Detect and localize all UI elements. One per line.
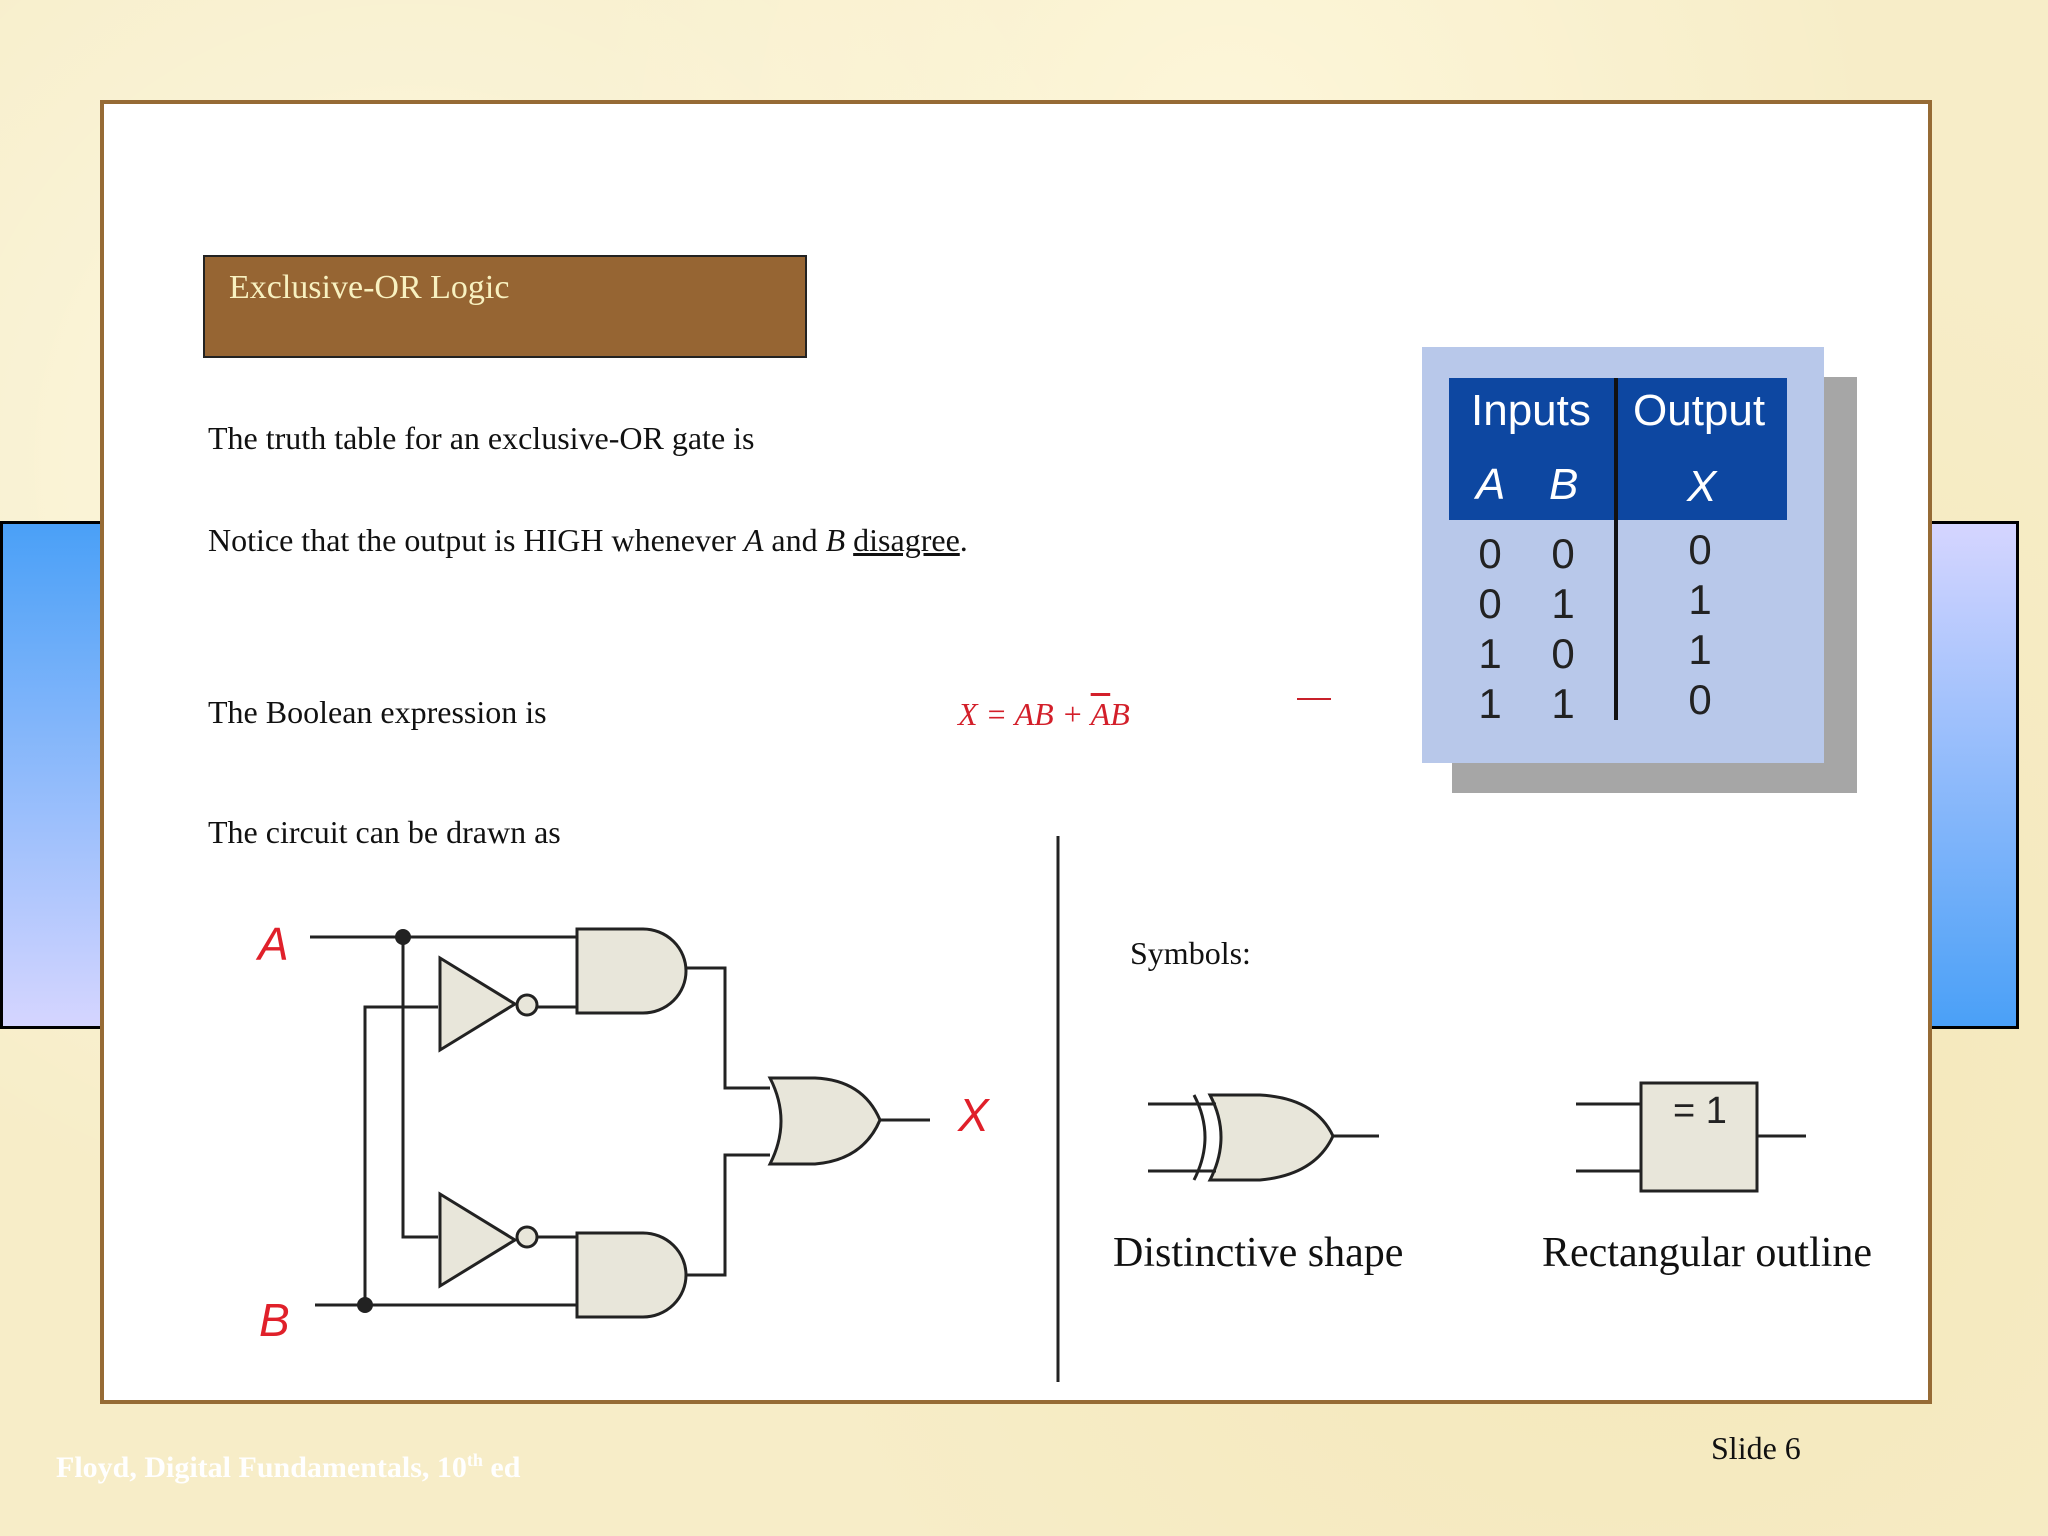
cell-a: 1 bbox=[1478, 630, 1502, 677]
xor-extra-curve bbox=[1194, 1095, 1205, 1180]
slide-title: Exclusive-OR Logic bbox=[229, 269, 510, 306]
header-col-b: B bbox=[1549, 460, 1579, 509]
cell-x: 1 bbox=[1688, 576, 1712, 623]
slide-number: Slide 6 bbox=[1711, 1430, 1801, 1466]
distinctive-shape-caption: Distinctive shape bbox=[1113, 1230, 1404, 1276]
input-a-label: A bbox=[258, 918, 289, 970]
footer-credit: Floyd, Digital Fundamentals, 10th ed bbox=[56, 1450, 521, 1484]
cell-a: 0 bbox=[1478, 580, 1502, 627]
cell-b: 1 bbox=[1551, 580, 1575, 627]
xor-gate-symbol bbox=[1210, 1095, 1333, 1180]
or-gate bbox=[770, 1078, 880, 1164]
boolean-intro: The Boolean expression is bbox=[208, 694, 547, 730]
cell-a: 1 bbox=[1478, 680, 1502, 727]
cell-x: 0 bbox=[1688, 676, 1712, 723]
header-col-x: X bbox=[1687, 462, 1717, 511]
upper-inverter-bubble bbox=[517, 995, 537, 1015]
wire-upper-and-out bbox=[685, 968, 770, 1088]
output-x-label: X bbox=[958, 1089, 989, 1141]
notice-sentence: Notice that the output is HIGH whenever A and B disagree. bbox=[208, 522, 968, 558]
cell-b: 1 bbox=[1551, 680, 1575, 727]
junction-dot-a bbox=[395, 929, 411, 945]
lower-inverter-bubble bbox=[517, 1227, 537, 1247]
rectangular-outline-caption: Rectangular outline bbox=[1542, 1230, 1873, 1276]
lower-inverter-gate bbox=[440, 1194, 515, 1286]
wire-a-to-lower-inverter bbox=[403, 937, 438, 1237]
input-b-label: B bbox=[259, 1294, 290, 1346]
a-complement: $\overline{A}$ bbox=[1090, 696, 1111, 732]
wire-lower-and-out bbox=[685, 1155, 770, 1275]
circuit-intro: The circuit can be drawn as bbox=[208, 814, 561, 850]
upper-and-gate bbox=[577, 929, 686, 1013]
junction-dot-b bbox=[357, 1297, 373, 1313]
cell-b: 0 bbox=[1551, 630, 1575, 677]
symbols-label: Symbols: bbox=[1130, 935, 1251, 971]
disagree-word: disagree bbox=[853, 522, 960, 558]
cell-a: 0 bbox=[1478, 530, 1502, 577]
lower-and-gate bbox=[577, 1233, 686, 1317]
truth-table-intro: The truth table for an exclusive-OR gate is bbox=[208, 420, 755, 456]
header-output: Output bbox=[1633, 386, 1766, 435]
cell-b: 0 bbox=[1551, 530, 1575, 577]
header-col-a: A bbox=[1476, 460, 1506, 509]
boolean-expression: X = AB + $\overline{A}B$ bbox=[958, 696, 1130, 732]
cell-x: 1 bbox=[1688, 626, 1712, 673]
upper-inverter-gate bbox=[440, 958, 515, 1050]
rect-symbol-label: = 1 bbox=[1673, 1090, 1727, 1132]
cell-x: 0 bbox=[1688, 526, 1712, 573]
header-inputs: Inputs bbox=[1471, 386, 1591, 435]
